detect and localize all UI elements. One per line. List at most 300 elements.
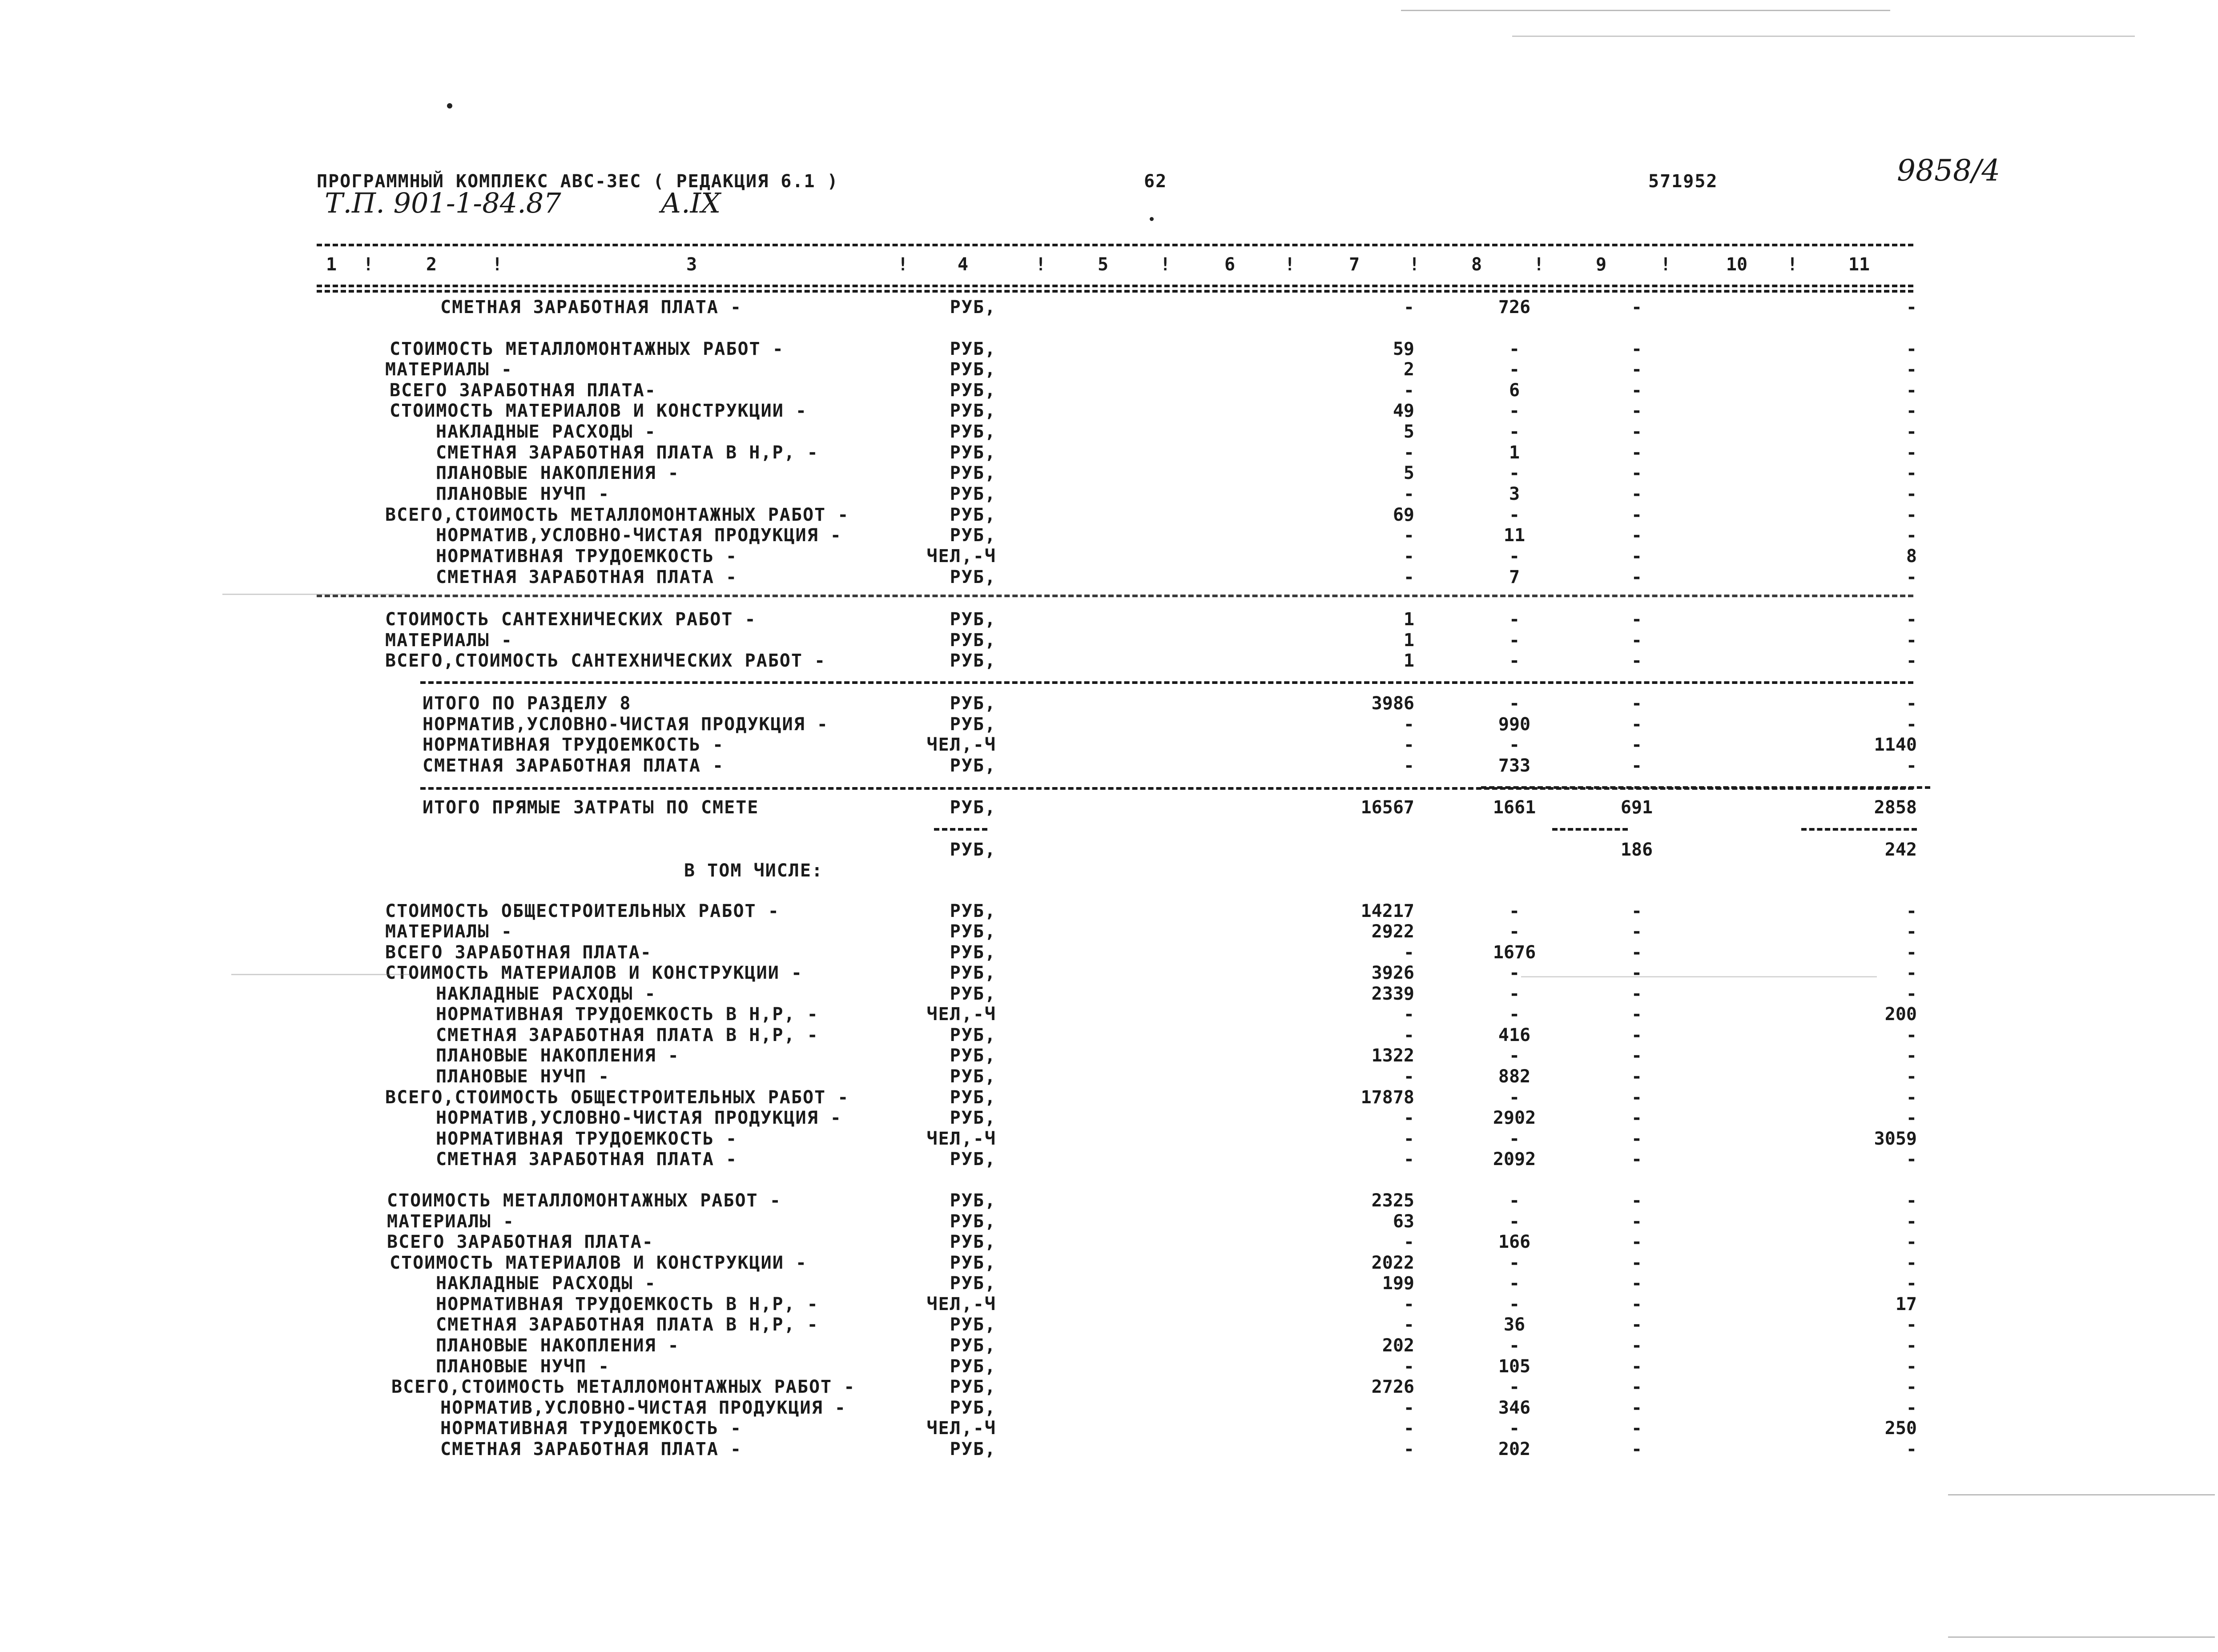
unit-cell: РУБ, <box>950 651 996 671</box>
col7-value: - <box>1403 942 1414 963</box>
unit-cell: РУБ, <box>950 714 996 735</box>
col9-value: - <box>1631 1087 1642 1108</box>
col8-value: - <box>1509 1211 1520 1232</box>
row-label: СМЕТНАЯ ЗАРАБОТНАЯ ПЛАТА - <box>436 567 738 587</box>
col8-value: 990 <box>1498 714 1531 735</box>
row-label: СТОИМОСТЬ МАТЕРИАЛОВ И КОНСТРУКЦИИ - <box>390 401 807 421</box>
table-row <box>0 297 2218 318</box>
col7-value: - <box>1403 756 1414 776</box>
col11-value: - <box>1906 609 1917 630</box>
unit-cell: РУБ, <box>950 339 996 359</box>
col11-value: - <box>1906 339 1917 359</box>
col9-value: - <box>1631 1066 1642 1087</box>
column-separator: ! <box>1284 254 1296 275</box>
row-label: МАТЕРИАЛЫ - <box>385 630 513 651</box>
col7-value: 2325 <box>1371 1190 1414 1211</box>
table-row <box>0 1190 2218 1212</box>
col9-value: - <box>1631 693 1642 714</box>
col8-value: 882 <box>1498 1066 1531 1087</box>
col7-value: 69 <box>1393 505 1414 525</box>
unit-cell: РУБ, <box>950 1190 996 1211</box>
col9-value: - <box>1631 1232 1642 1252</box>
row-label: НОРМАТИВ,УСЛОВНО-ЧИСТАЯ ПРОДУКЦИЯ - <box>436 1108 842 1128</box>
row-label: МАТЕРИАЛЫ - <box>385 921 513 942</box>
row-label: НОРМАТИВНАЯ ТРУДОЕМКОСТЬ В Н,Р, - <box>436 1294 819 1314</box>
col8-value: - <box>1509 735 1520 755</box>
row-label: ВСЕГО ЗАРАБОТНАЯ ПЛАТА- <box>387 1232 654 1252</box>
col7-value: 1 <box>1403 651 1414 671</box>
row-label: ПЛАНОВЫЕ НУЧП - <box>436 484 610 504</box>
unit-cell: РУБ, <box>950 1025 996 1045</box>
col8-value: - <box>1509 1087 1520 1108</box>
col8-value: - <box>1509 901 1520 921</box>
scan-noise <box>1401 10 1890 11</box>
column-number: 7 <box>1349 254 1360 275</box>
col8-value: - <box>1509 1045 1520 1066</box>
table-row <box>0 630 2218 651</box>
table-top-rule <box>317 244 1913 246</box>
table-row <box>0 546 2218 567</box>
row-label: НОРМАТИВНАЯ ТРУДОЕМКОСТЬ - <box>436 546 738 567</box>
col11-value: 1140 <box>1874 735 1917 755</box>
unit-cell: РУБ, <box>950 630 996 651</box>
col9-value: - <box>1631 442 1642 463</box>
unit-cell: ЧЕЛ,-Ч <box>926 1129 996 1149</box>
table-row <box>0 735 2218 756</box>
col8-value: - <box>1509 1190 1520 1211</box>
table-row <box>0 339 2218 360</box>
col11-value: - <box>1906 1356 1917 1377</box>
col9-value: - <box>1631 1108 1642 1128</box>
col11-value: - <box>1906 567 1917 587</box>
col9-value: - <box>1631 1211 1642 1232</box>
col7-value: 5 <box>1403 422 1414 442</box>
table-row <box>0 1025 2218 1046</box>
col7-value: - <box>1403 380 1414 401</box>
page-number: 62 <box>1144 171 1167 192</box>
row-label: ВСЕГО,СТОИМОСТЬ МЕТАЛЛОМОНТАЖНЫХ РАБОТ - <box>385 505 849 525</box>
col11-value: - <box>1906 1211 1917 1232</box>
program-header: ПРОГРАММНЫЙ КОМПЛЕКС АВС-3ЕС ( РЕДАКЦИЯ 6.1 ) <box>317 171 839 192</box>
col9-value: - <box>1631 1149 1642 1170</box>
row-label: МАТЕРИАЛЫ - <box>387 1211 515 1232</box>
unit-underline <box>934 828 987 831</box>
column-number: 1 <box>326 254 337 275</box>
col8-value: 2092 <box>1493 1149 1536 1170</box>
row-label: НОРМАТИВ,УСЛОВНО-ЧИСТАЯ ПРОДУКЦИЯ - <box>440 1398 846 1418</box>
unit-cell: ЧЕЛ,-Ч <box>926 735 996 755</box>
row-label: НАКЛАДНЫЕ РАСХОДЫ - <box>436 422 656 442</box>
table-row <box>0 1294 2218 1315</box>
row-label: НОРМАТИВ,УСЛОВНО-ЧИСТАЯ ПРОДУКЦИЯ - <box>436 525 842 546</box>
unit-cell: РУБ, <box>950 1335 996 1356</box>
col9-value: - <box>1631 1335 1642 1356</box>
row-label: СМЕТНАЯ ЗАРАБОТНАЯ ПЛАТА - <box>423 756 725 776</box>
column-separator: ! <box>1533 254 1545 275</box>
table-row <box>0 484 2218 505</box>
row-label: ВСЕГО,СТОИМОСТЬ МЕТАЛЛОМОНТАЖНЫХ РАБОТ - <box>391 1377 856 1397</box>
col9-value: - <box>1631 380 1642 401</box>
unit-cell: РУБ, <box>950 1398 996 1418</box>
col9-value: - <box>1631 422 1642 442</box>
col8-value: 3 <box>1509 484 1520 504</box>
scan-dot <box>1150 217 1154 221</box>
row-label: СМЕТНАЯ ЗАРАБОТНАЯ ПЛАТА - <box>440 297 742 318</box>
table-row <box>0 1108 2218 1129</box>
table-row <box>0 921 2218 943</box>
column-separator: ! <box>491 254 503 275</box>
col7-value: 199 <box>1382 1273 1414 1294</box>
col9-value: - <box>1631 463 1642 483</box>
col9-value: - <box>1631 297 1642 318</box>
table-row <box>0 1398 2218 1419</box>
col8-value: - <box>1509 630 1520 651</box>
col9-value: - <box>1631 735 1642 755</box>
col11-value: - <box>1906 714 1917 735</box>
col9-value: - <box>1631 1273 1642 1294</box>
row-label: СТОИМОСТЬ МАТЕРИАЛОВ И КОНСТРУКЦИИ - <box>390 1253 807 1273</box>
col11-value: - <box>1906 442 1917 463</box>
col11-value: 242 <box>1884 840 1917 860</box>
col11-value: - <box>1906 693 1917 714</box>
col11-value: - <box>1906 756 1917 776</box>
col8-value: - <box>1509 359 1520 380</box>
col7-value: 16567 <box>1361 797 1414 818</box>
col9-value: - <box>1631 1025 1642 1045</box>
unit-cell: РУБ, <box>950 797 996 818</box>
row-label: СТОИМОСТЬ САНТЕХНИЧЕСКИХ РАБОТ - <box>385 609 757 630</box>
col8-value: 7 <box>1509 567 1520 587</box>
table-row <box>0 963 2218 984</box>
col7-value: - <box>1403 1232 1414 1252</box>
unit-cell: РУБ, <box>950 1149 996 1170</box>
col11-value: - <box>1906 401 1917 421</box>
col8-value: 733 <box>1498 756 1531 776</box>
col11-value: - <box>1906 1232 1917 1252</box>
col11-value: - <box>1906 1045 1917 1066</box>
table-row <box>0 840 2218 861</box>
col8-value: 346 <box>1498 1398 1531 1418</box>
scan-noise <box>222 594 409 595</box>
unit-cell: РУБ, <box>950 1232 996 1252</box>
table-row <box>0 609 2218 631</box>
table-row <box>0 1439 2218 1460</box>
col8-value: - <box>1509 963 1520 983</box>
unit-cell: РУБ, <box>950 963 996 983</box>
unit-cell: РУБ, <box>950 1066 996 1087</box>
col8-value: - <box>1509 1418 1520 1439</box>
col8-value: 726 <box>1498 297 1531 318</box>
column-separator: ! <box>1787 254 1798 275</box>
unit-cell: РУБ, <box>950 359 996 380</box>
col9-value: - <box>1631 1294 1642 1314</box>
row-label: НАКЛАДНЫЕ РАСХОДЫ - <box>436 984 656 1004</box>
col9-value: - <box>1631 1129 1642 1149</box>
col8-value: - <box>1509 609 1520 630</box>
col11-value: - <box>1906 505 1917 525</box>
col7-value: 2726 <box>1371 1377 1414 1397</box>
table-row <box>0 463 2218 484</box>
col7-value: 1 <box>1403 609 1414 630</box>
col11-value: - <box>1906 984 1917 1004</box>
unit-cell: РУБ, <box>950 380 996 401</box>
col8-value: 6 <box>1509 380 1520 401</box>
scan-noise <box>1948 1494 2215 1495</box>
col11-value: - <box>1906 1314 1917 1335</box>
col11-value: - <box>1906 651 1917 671</box>
unit-cell: РУБ, <box>950 505 996 525</box>
table-row <box>0 797 2218 819</box>
column-separator: ! <box>1159 254 1171 275</box>
col7-value: 2 <box>1403 359 1414 380</box>
unit-cell: РУБ, <box>950 1356 996 1377</box>
column-number: 6 <box>1224 254 1236 275</box>
table-row <box>0 942 2218 964</box>
col9-value: - <box>1631 1190 1642 1211</box>
col7-value: - <box>1403 1129 1414 1149</box>
col7-value: 59 <box>1393 339 1414 359</box>
col11-value: - <box>1906 630 1917 651</box>
unit-cell: РУБ, <box>950 463 996 483</box>
col11-value: - <box>1906 1025 1917 1045</box>
scan-noise <box>231 974 409 975</box>
row-label: ПЛАНОВЫЕ НУЧП - <box>436 1066 610 1087</box>
table-row <box>0 714 2218 736</box>
unit-cell: РУБ, <box>950 525 996 546</box>
col7-value: - <box>1403 1294 1414 1314</box>
table-row <box>0 525 2218 547</box>
row-label: ВСЕГО ЗАРАБОТНАЯ ПЛАТА- <box>385 942 652 963</box>
col9-value: - <box>1631 1418 1642 1439</box>
col11-value: - <box>1906 1190 1917 1211</box>
col11-value: - <box>1906 921 1917 942</box>
handwritten-project-code: Т.П. 901-1-84.87 <box>325 187 561 219</box>
table-row <box>0 1066 2218 1088</box>
column-number: 5 <box>1097 254 1109 275</box>
row-label: В ТОМ ЧИСЛЕ: <box>684 860 823 881</box>
col11-value: - <box>1906 1149 1917 1170</box>
col7-value: - <box>1403 297 1414 318</box>
col9-value: - <box>1631 984 1642 1004</box>
unit-cell: РУБ, <box>950 484 996 504</box>
unit-cell: РУБ, <box>950 1045 996 1066</box>
col8-value: - <box>1509 693 1520 714</box>
col9-value: - <box>1631 525 1642 546</box>
col8-value: 1676 <box>1493 942 1536 963</box>
col8-value: 1 <box>1509 442 1520 463</box>
unit-cell: РУБ, <box>950 901 996 921</box>
row-label: НОРМАТИВНАЯ ТРУДОЕМКОСТЬ - <box>436 1129 738 1149</box>
col7-value: 2022 <box>1371 1253 1414 1273</box>
table-row <box>0 422 2218 443</box>
table-row <box>0 380 2218 402</box>
column-number: 9 <box>1595 254 1607 275</box>
unit-cell: РУБ, <box>950 609 996 630</box>
unit-cell: РУБ, <box>950 401 996 421</box>
row-label: НОРМАТИВНАЯ ТРУДОЕМКОСТЬ - <box>440 1418 742 1439</box>
col8-value: - <box>1509 505 1520 525</box>
unit-cell: ЧЕЛ,-Ч <box>926 1418 996 1439</box>
table-row <box>0 693 2218 715</box>
total-rule-right <box>1481 786 1930 789</box>
row-label: СМЕТНАЯ ЗАРАБОТНАЯ ПЛАТА - <box>440 1439 742 1459</box>
row-label: НОРМАТИВНАЯ ТРУДОЕМКОСТЬ В Н,Р, - <box>436 1004 819 1025</box>
unit-cell: РУБ, <box>950 1211 996 1232</box>
unit-cell: РУБ, <box>950 1314 996 1335</box>
table-row <box>0 1004 2218 1025</box>
col8-value: 166 <box>1498 1232 1531 1252</box>
table-row <box>0 1129 2218 1150</box>
col11-value: - <box>1906 901 1917 921</box>
col7-value: 3926 <box>1371 963 1414 983</box>
column-number: 2 <box>426 254 437 275</box>
col11-value: - <box>1906 1108 1917 1128</box>
unit-cell: РУБ, <box>950 1108 996 1128</box>
c11-underline <box>1801 828 1917 831</box>
col8-value: 105 <box>1498 1356 1531 1377</box>
unit-cell: РУБ, <box>950 1377 996 1397</box>
col7-value: - <box>1403 567 1414 587</box>
col11-value: - <box>1906 359 1917 380</box>
row-label: НОРМАТИВНАЯ ТРУДОЕМКОСТЬ - <box>423 735 725 755</box>
table-row <box>0 567 2218 588</box>
col9-value: - <box>1631 901 1642 921</box>
col9-value: - <box>1631 921 1642 942</box>
column-number: 11 <box>1848 254 1870 275</box>
column-separator: ! <box>362 254 374 275</box>
col11-value: - <box>1906 525 1917 546</box>
row-label: ВСЕГО,СТОИМОСТЬ САНТЕХНИЧЕСКИХ РАБОТ - <box>385 651 826 671</box>
col8-value: - <box>1509 1294 1520 1314</box>
scan-noise <box>1948 1636 2215 1638</box>
table-row <box>0 1149 2218 1170</box>
table-row <box>0 1377 2218 1398</box>
col7-value: 5 <box>1403 463 1414 483</box>
col9-value: - <box>1631 651 1642 671</box>
col8-value: 11 <box>1503 525 1526 546</box>
unit-cell: РУБ, <box>950 921 996 942</box>
unit-cell: РУБ, <box>950 1087 996 1108</box>
col7-value: - <box>1403 442 1414 463</box>
col11-value: - <box>1906 942 1917 963</box>
column-number: 3 <box>686 254 697 275</box>
col7-value: 1 <box>1403 630 1414 651</box>
col7-value: - <box>1403 1398 1414 1418</box>
header-bottom-rule <box>317 285 1913 287</box>
col11-value: - <box>1906 963 1917 983</box>
table-row <box>0 1314 2218 1336</box>
table-row <box>0 901 2218 922</box>
row-label: ПЛАНОВЫЕ НУЧП - <box>436 1356 610 1377</box>
unit-cell: РУБ, <box>950 297 996 318</box>
col8-value: - <box>1509 422 1520 442</box>
unit-cell: РУБ, <box>950 942 996 963</box>
subtotal-rule <box>420 681 1913 684</box>
table-row <box>0 1356 2218 1378</box>
col8-value: - <box>1509 546 1520 567</box>
row-label: МАТЕРИАЛЫ - <box>385 359 513 380</box>
row-label: СМЕТНАЯ ЗАРАБОТНАЯ ПЛАТА В Н,Р, - <box>436 1025 819 1045</box>
col7-value: - <box>1403 1418 1414 1439</box>
unit-cell: РУБ, <box>950 984 996 1004</box>
unit-cell: РУБ, <box>950 1439 996 1459</box>
col8-value: - <box>1509 1129 1520 1149</box>
col9-value: 186 <box>1620 840 1653 860</box>
col7-value: 202 <box>1382 1335 1414 1356</box>
table-row <box>0 401 2218 422</box>
col7-value: - <box>1403 1066 1414 1087</box>
header-bottom-rule-2 <box>317 290 1913 293</box>
col11-value: 200 <box>1884 1004 1917 1025</box>
col9-value: - <box>1631 359 1642 380</box>
row-label: СМЕТНАЯ ЗАРАБОТНАЯ ПЛАТА В Н,Р, - <box>436 1314 819 1335</box>
table-row <box>0 1273 2218 1294</box>
col11-value: - <box>1906 1253 1917 1273</box>
col8-value: 1661 <box>1493 797 1536 818</box>
row-label: ВСЕГО ЗАРАБОТНАЯ ПЛАТА- <box>390 380 656 401</box>
col7-value: - <box>1403 484 1414 504</box>
col7-value: - <box>1403 1108 1414 1128</box>
table-row <box>0 1232 2218 1253</box>
row-label: СТОИМОСТЬ ОБЩЕСТРОИТЕЛЬНЫХ РАБОТ - <box>385 901 780 921</box>
table-row <box>0 1211 2218 1233</box>
col11-value: - <box>1906 484 1917 504</box>
col8-value: - <box>1509 463 1520 483</box>
col8-value: - <box>1509 921 1520 942</box>
col7-value: - <box>1403 1314 1414 1335</box>
unit-cell: РУБ, <box>950 1273 996 1294</box>
row-label: ВСЕГО,СТОИМОСТЬ ОБЩЕСТРОИТЕЛЬНЫХ РАБОТ - <box>385 1087 849 1108</box>
col8-value: - <box>1509 339 1520 359</box>
col9-value: - <box>1631 1045 1642 1066</box>
col7-value: 17878 <box>1361 1087 1414 1108</box>
row-label: НАКЛАДНЫЕ РАСХОДЫ - <box>436 1273 656 1294</box>
unit-cell: ЧЕЛ,-Ч <box>926 1004 996 1025</box>
col11-value: - <box>1906 297 1917 318</box>
row-label: НОРМАТИВ,УСЛОВНО-ЧИСТАЯ ПРОДУКЦИЯ - <box>423 714 829 735</box>
row-label: ИТОГО ПО РАЗДЕЛУ 8 <box>423 693 632 714</box>
table-row <box>0 756 2218 777</box>
table-row <box>0 359 2218 381</box>
unit-cell: РУБ, <box>950 840 996 860</box>
table-row <box>0 1253 2218 1274</box>
table-row <box>0 1418 2218 1439</box>
row-label: СМЕТНАЯ ЗАРАБОТНАЯ ПЛАТА - <box>436 1149 738 1170</box>
col9-value: - <box>1631 546 1642 567</box>
col7-value: - <box>1403 1004 1414 1025</box>
col8-value: - <box>1509 401 1520 421</box>
col11-value: 2858 <box>1874 797 1917 818</box>
col9-value: - <box>1631 567 1642 587</box>
col11-value: - <box>1906 1273 1917 1294</box>
column-number: 8 <box>1471 254 1482 275</box>
col8-value: - <box>1509 984 1520 1004</box>
unit-cell: РУБ, <box>950 422 996 442</box>
col8-value: 36 <box>1503 1314 1526 1335</box>
col9-value: - <box>1631 756 1642 776</box>
table-row <box>0 1045 2218 1067</box>
col7-value: 63 <box>1393 1211 1414 1232</box>
col11-value: 17 <box>1895 1294 1917 1314</box>
table-row <box>0 1087 2218 1109</box>
handwritten-album: А.IX <box>660 187 721 219</box>
scan-noise <box>1521 976 1877 977</box>
col8-value: 416 <box>1498 1025 1531 1045</box>
col8-value: 202 <box>1498 1439 1531 1459</box>
table-row <box>0 984 2218 1005</box>
unit-cell: РУБ, <box>950 1253 996 1273</box>
col9-value: - <box>1631 1314 1642 1335</box>
